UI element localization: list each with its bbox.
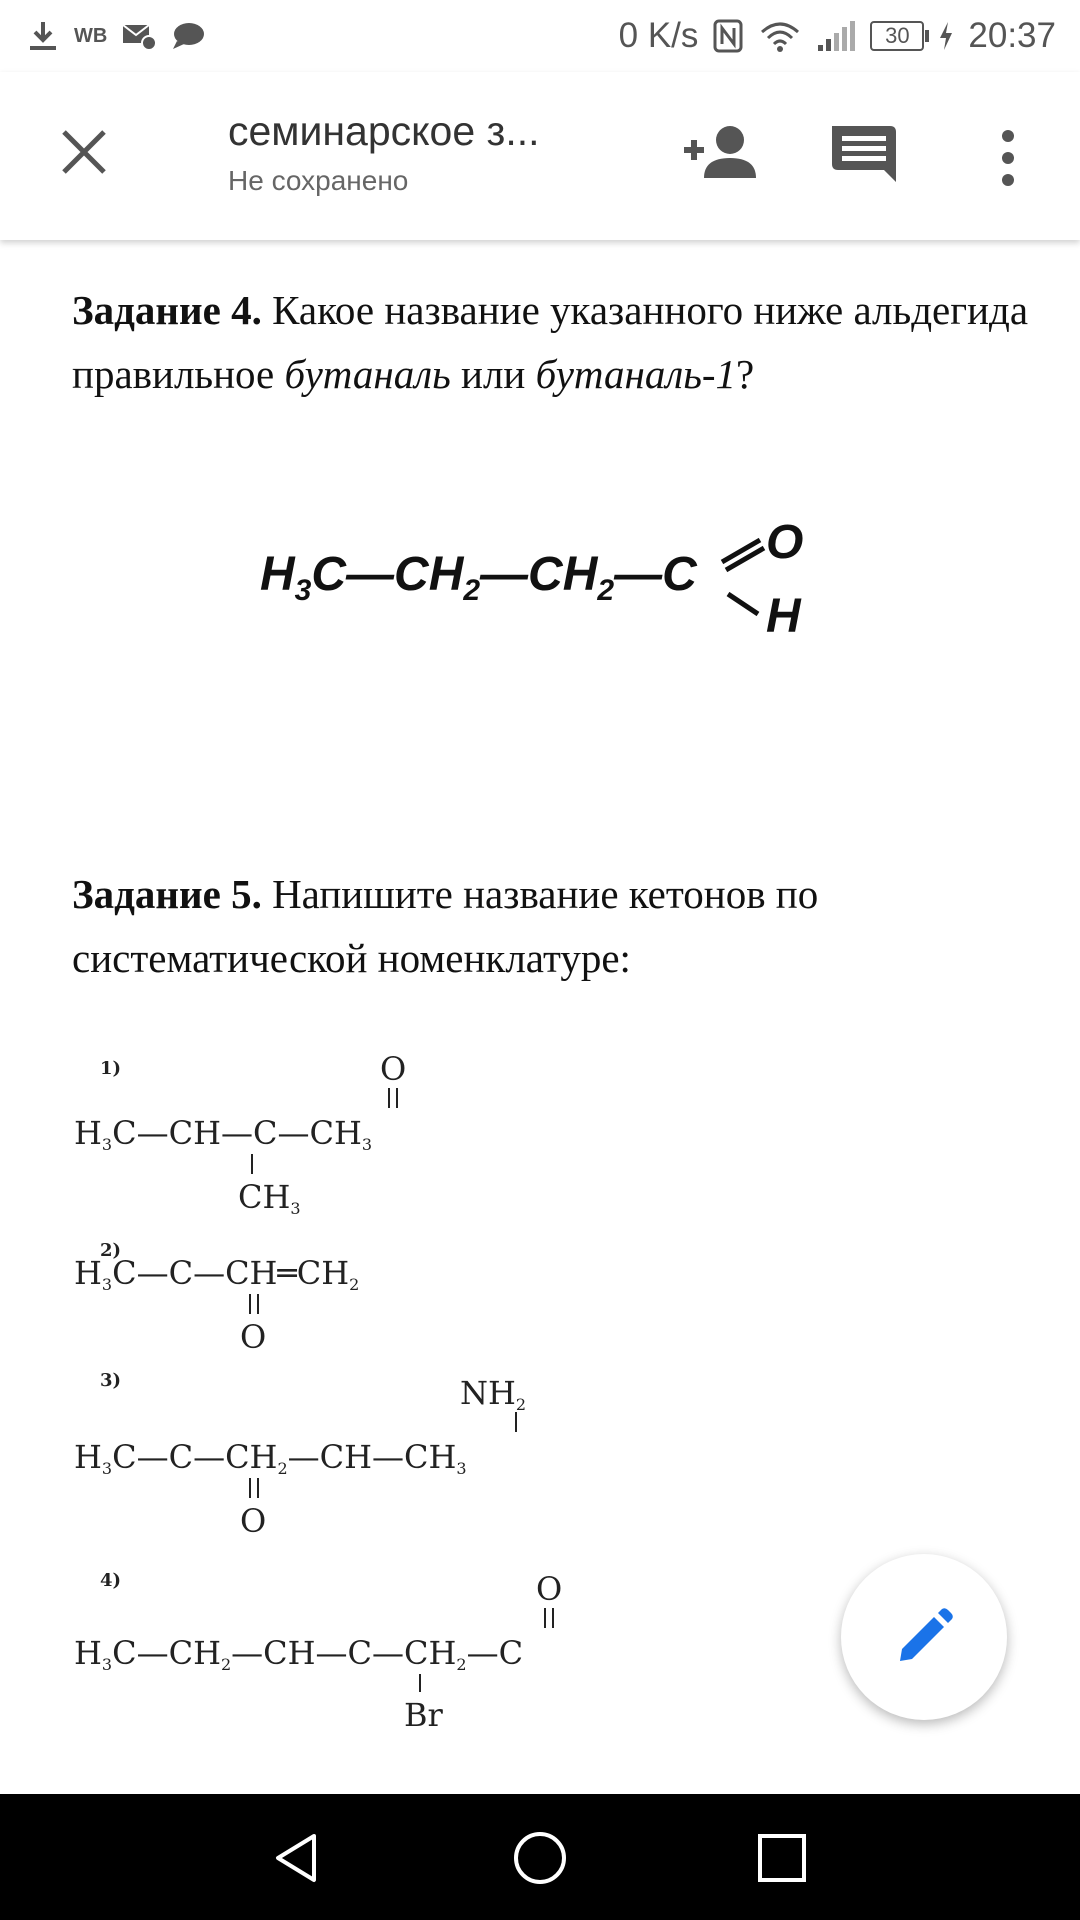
ketone-4-double-bond (545, 1608, 553, 1628)
double-bond (722, 540, 764, 570)
aldehyde-oxygen: O (766, 516, 804, 569)
ketone-2-double-bond (250, 1294, 258, 1314)
task-4-text-a: Какое название указанного ниже альдегида правильное (72, 287, 1029, 397)
more-vert-icon (986, 120, 1030, 196)
ketone-3-amino: NH2 (460, 1374, 527, 1414)
share-button[interactable] (680, 120, 762, 190)
ketone-1-number: 1) (100, 1058, 122, 1079)
status-bar (0, 0, 1080, 72)
app-bar (0, 72, 1080, 240)
ketone-4-formula (70, 1570, 870, 1750)
ketone-2-number: 2) (100, 1240, 122, 1261)
ketone-4-oxygen: O (536, 1570, 563, 1608)
ketone-2-oxygen: O (240, 1318, 267, 1356)
task-4-paragraph (72, 278, 1032, 406)
aldehyde-chain: $H_3C—CH_2—CH_2—C$ (260, 548, 697, 607)
close-button[interactable] (44, 112, 124, 192)
home-button[interactable] (510, 1828, 570, 1888)
ketone-4-number: 4) (100, 1570, 122, 1591)
signal-icon (816, 19, 856, 53)
back-triangle-icon (268, 1828, 328, 1888)
close-icon (44, 112, 124, 192)
aldehyde-hydrogen: H (766, 590, 801, 643)
task-4-option-2: бутаналь-1 (535, 351, 737, 397)
document-title: семинарское з... (228, 108, 540, 154)
clock: 20:37 (968, 16, 1056, 55)
home-circle-icon (510, 1828, 570, 1888)
comments-button[interactable] (826, 120, 902, 196)
wifi-icon (758, 18, 802, 54)
back-button[interactable] (268, 1828, 328, 1888)
task-5-heading: Задание 5. (72, 871, 262, 917)
nfc-icon (712, 18, 744, 54)
task-4-text-c: ? (736, 351, 755, 397)
ketone-3-chain: H3C—C—CH2—CH—CH3 (74, 1438, 467, 1478)
comment-icon (826, 120, 902, 196)
system-navigation-bar (0, 1794, 1080, 1920)
ketone-1-oxygen: O (380, 1050, 407, 1088)
battery-indicator: 30 (870, 21, 924, 51)
ketone-3-number: 3) (100, 1370, 122, 1391)
task-5-text: Напишите название кетонов по систематической номенклатуре: (72, 871, 819, 981)
ketone-2-formula (70, 1240, 630, 1380)
ketone-4-bromine: Br (404, 1696, 443, 1734)
wb-app-label: WB (74, 24, 108, 47)
ketone-3-double-bond (250, 1478, 258, 1498)
ketone-1-double-bond (389, 1088, 397, 1108)
ketone-3-oxygen: O (240, 1502, 267, 1540)
add-person-icon (680, 120, 762, 190)
document-title-area[interactable] (228, 108, 648, 197)
task-4-heading: Задание 4. (72, 287, 262, 333)
edit-fab-button[interactable] (841, 1554, 1007, 1720)
task-4-option-1: бутаналь (284, 351, 451, 397)
ketone-1-methyl: CH3 (238, 1178, 301, 1218)
recents-square-icon (752, 1828, 812, 1888)
single-bond (728, 594, 758, 614)
more-options-button[interactable] (986, 120, 1030, 196)
status-bar-notifications (26, 14, 205, 58)
ketone-1-chain: H3C—CH—C—CH3 (74, 1114, 373, 1154)
aldehyde-formula (250, 510, 830, 650)
network-speed: 0 K/s (618, 16, 699, 55)
ketone-4-chain: H3C—CH2—CH—C—CH2—C (74, 1634, 524, 1674)
chat-bubble-icon (171, 21, 205, 51)
ketone-1-formula (70, 1048, 630, 1228)
task-4-text-b: или (450, 351, 536, 397)
ketone-2-chain: H3C—C—CH═CH2 (74, 1254, 360, 1294)
pencil-icon (894, 1607, 954, 1667)
ketone-3-formula (70, 1370, 770, 1550)
mail-settings-icon (121, 21, 157, 51)
save-status: Не сохранено (228, 165, 409, 196)
download-icon (26, 19, 60, 53)
charging-icon (938, 21, 954, 51)
status-bar-system (619, 14, 1056, 58)
task-5-paragraph (72, 862, 1032, 990)
recents-button[interactable] (752, 1828, 812, 1888)
